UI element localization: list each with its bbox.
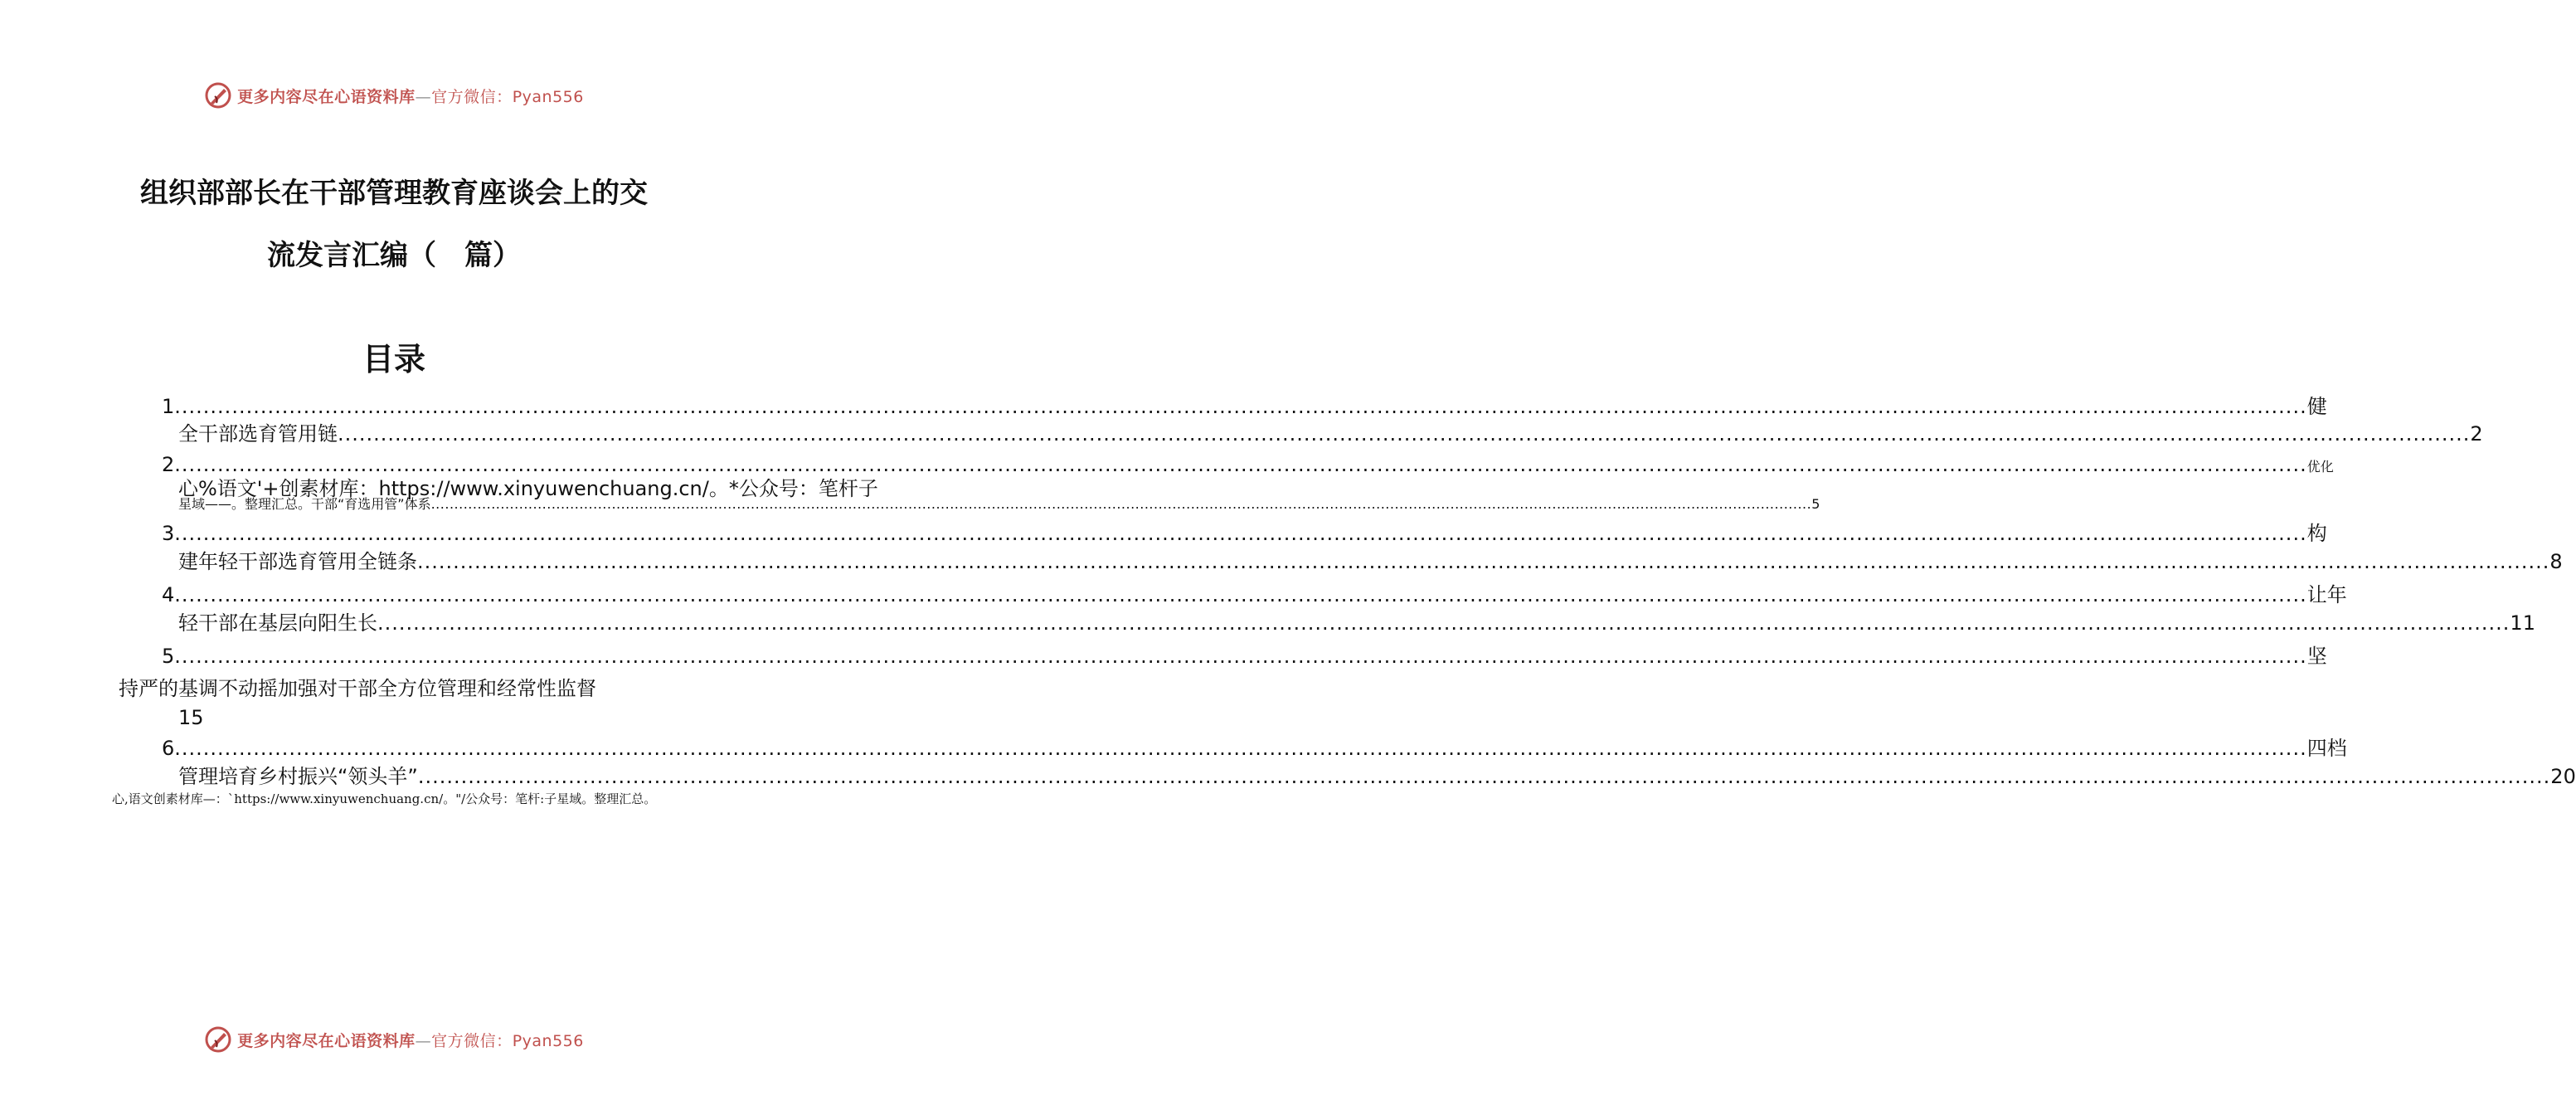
- toc-entry-number: 1: [162, 395, 175, 418]
- toc-entry-page: 11: [2510, 611, 2535, 635]
- toc-entry-title-start: 构: [2306, 522, 2327, 545]
- toc-entry-title-start: 让年: [2306, 583, 2347, 606]
- toc-entry-1-line-1[interactable]: [162, 394, 2327, 419]
- toc-entry-title-rest: 建年轻干部选育管用全链条: [178, 550, 417, 573]
- toc-leader-dots: [174, 736, 2306, 761]
- toc-entry-number: 2: [162, 453, 175, 476]
- toc-entry-title-rest: 管理培育乡村振兴“领头羊”: [178, 765, 418, 788]
- toc-entry-title-start: 优化: [2306, 459, 2334, 475]
- toc-entry-6-line-1[interactable]: [162, 736, 2347, 761]
- toc-leader-dots: [338, 421, 2470, 446]
- toc-entry-5-line-2: 持严的基调不动摇加强对干部全方位管理和经常性监督: [119, 677, 596, 700]
- banner-wechat-id: Pyan556: [512, 87, 584, 106]
- toc-leader-dots: [174, 644, 2306, 669]
- toc-entry-title-rest: 全干部选育管用链: [178, 422, 338, 446]
- toc-entry-4-line-1[interactable]: [162, 582, 2347, 607]
- toc-entry-title-start: 四档: [2306, 737, 2347, 760]
- banner-site-name: 更多内容尽在心语资料库: [237, 87, 416, 106]
- header-watermark-banner: [0, 79, 788, 112]
- banner-separator: —: [415, 87, 432, 106]
- toc-entry-number: 3: [162, 522, 175, 545]
- footer-watermark-banner: [0, 1023, 788, 1056]
- banner-text: [237, 85, 584, 107]
- banner-separator: —: [415, 1031, 432, 1050]
- brush-logo-icon: [204, 1025, 232, 1054]
- banner-site-name: 更多内容尽在心语资料库: [237, 1031, 416, 1050]
- banner-text: [237, 1029, 584, 1051]
- toc-leader-dots: [174, 521, 2306, 546]
- toc-entry-1-line-2[interactable]: [178, 421, 2483, 446]
- toc-entry-2-line-2: 心%语文'+创素材库：https://www.xinyuwenchuang.cn/。*公众号：笔杆子: [178, 477, 878, 500]
- toc-leader-dots: [431, 495, 1812, 514]
- toc-entry-4-line-2[interactable]: [178, 611, 2535, 635]
- toc-entry-title-rest: 星域——。整理汇总。干部“育选用管”体系: [178, 496, 431, 512]
- brush-logo-icon: [204, 81, 232, 110]
- toc-heading: 目录: [362, 340, 425, 377]
- toc-leader-dots: [174, 582, 2306, 607]
- toc-entry-6-line-2[interactable]: [178, 764, 2576, 789]
- toc-entry-title-start: 坚: [2306, 645, 2327, 668]
- document-title-line-1: 组织部部长在干部管理教育座谈会上的交: [140, 177, 648, 210]
- toc-entry-3-line-1[interactable]: [162, 521, 2327, 546]
- toc-entry-page: 5: [1811, 496, 1820, 512]
- toc-entry-3-line-2[interactable]: [178, 549, 2563, 574]
- toc-entry-number: 4: [162, 583, 175, 606]
- toc-entry-title-rest: 轻干部在基层向阳生长: [178, 611, 377, 635]
- toc-entry-2-line-3[interactable]: [178, 495, 1820, 514]
- toc-leader-dots: [417, 549, 2549, 574]
- toc-entry-number: 6: [162, 737, 175, 760]
- toc-entry-5-page: 15: [178, 706, 204, 729]
- toc-entry-2-line-1[interactable]: [162, 452, 2334, 477]
- toc-entry-page: 20: [2550, 765, 2576, 788]
- toc-leader-dots: [377, 611, 2510, 635]
- banner-official-label: 官方微信：: [431, 1031, 513, 1050]
- toc-leader-dots: [418, 764, 2550, 789]
- toc-entry-5-line-1[interactable]: [162, 644, 2327, 669]
- toc-entry-page: 8: [2549, 550, 2563, 573]
- toc-entry-number: 5: [162, 645, 175, 668]
- source-footnote: 心,语文创素材库—：`https://www.xinyuwenchuang.cn/。"/公众号：笔杆:子星域。整理汇总。: [112, 791, 657, 806]
- banner-official-label: 官方微信：: [431, 87, 513, 106]
- document-title-line-2: 流发言汇编（ 篇）: [267, 239, 521, 272]
- toc-entry-page: 2: [2470, 422, 2483, 446]
- toc-leader-dots: [174, 452, 2306, 477]
- banner-wechat-id: Pyan556: [512, 1031, 584, 1050]
- toc-entry-title-start: 健: [2306, 395, 2327, 418]
- toc-leader-dots: [174, 394, 2306, 419]
